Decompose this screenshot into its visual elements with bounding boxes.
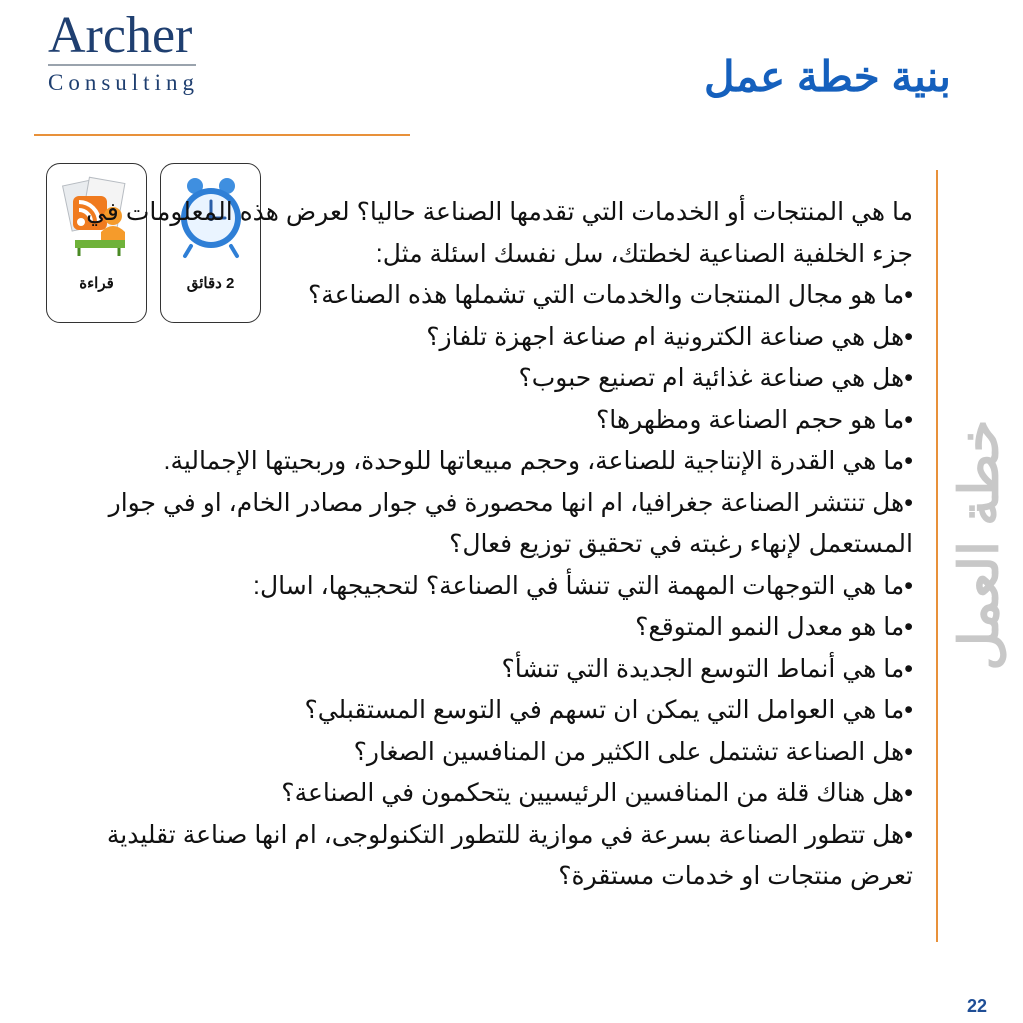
question-item: [53, 732, 913, 774]
bullet-marker: •: [904, 322, 913, 351]
question-text: هل هناك قلة من المنافسين الرئيسيين يتحكمون في الصناعة؟: [281, 779, 905, 807]
body-text: [53, 192, 913, 898]
slide-title: بنية خطة عمل: [704, 53, 951, 100]
bullet-marker: •: [904, 281, 913, 309]
bullet-marker: •: [904, 571, 913, 600]
side-title-container: [944, 420, 1014, 670]
question-item: [53, 358, 913, 400]
bullet-marker: •: [904, 488, 913, 517]
page-number: 22: [966, 996, 987, 1016]
question-text: ما هي أنماط التوسع الجديدة التي تنشأ؟: [501, 654, 905, 683]
reading-label: قراءة: [79, 275, 114, 292]
question-text: ما هي القدرة الإنتاجية للصناعة، وحجم مبيعاتها للوحدة، وربحيتها الإجمالية.: [163, 447, 905, 475]
question-item: [53, 649, 913, 691]
question-item: [53, 275, 913, 317]
bullet-marker: •: [904, 820, 913, 849]
logo-wordmark: Archer: [48, 7, 193, 64]
question-item: [53, 566, 913, 608]
logo-divider: [48, 64, 196, 66]
bullet-marker: •: [904, 737, 913, 766]
question-item: [53, 317, 913, 359]
question-text: هل هي صناعة غذائية ام تصنيع حبوب؟: [518, 364, 905, 392]
question-text: ما هو مجال المنتجات والخدمات التي تشملها هذه الصناعة؟: [307, 281, 905, 309]
logo-subtitle: Consulting: [48, 70, 199, 95]
question-text: ما هي التوجهات المهمة التي تنشأ في الصناعة؟ لتحجيجها، اسال:: [253, 571, 905, 600]
question-text: هل تنتشر الصناعة جغرافيا، ام انها محصورة في جوار مصادر الخام، او في جوار المستعمل لإنهاء رغبته في تحقيق توزيع فعال؟: [108, 488, 913, 558]
side-title: خطة العمل: [949, 419, 1010, 671]
question-item: [53, 773, 913, 815]
bullet-marker: •: [904, 447, 913, 475]
question-item: [53, 441, 913, 483]
time-label: 2 دقائق: [186, 275, 235, 292]
question-text: ما هي العوامل التي يمكن ان تسهم في التوسع المستقبلي؟: [304, 696, 905, 724]
bullet-marker: •: [904, 696, 913, 724]
bullet-marker: •: [904, 613, 913, 641]
question-list: [53, 275, 913, 898]
header-divider: [34, 134, 410, 136]
intro-paragraph: ما هي المنتجات أو الخدمات التي تقدمها الصناعة حاليا؟ لعرض هذه المعلومات في جزء الخلفية الصناعية لخطتك، سل نفسك اسئلة مثل:: [86, 198, 913, 268]
bullet-marker: •: [904, 654, 913, 683]
company-logo: [48, 8, 200, 96]
bullet-marker: •: [904, 364, 913, 392]
question-item: [53, 607, 913, 649]
question-text: ما هو حجم الصناعة ومظهرها؟: [596, 405, 905, 434]
bullet-marker: •: [904, 405, 913, 434]
question-item: [53, 690, 913, 732]
question-text: هل تتطور الصناعة بسرعة في موازية للتطور التكنولوجى، ام انها صناعة تقليدية تعرض منتجات او خدمات مستقرة؟: [106, 820, 913, 890]
question-item: [53, 483, 913, 566]
question-item: [53, 400, 913, 442]
question-text: هل هي صناعة الكترونية ام صناعة اجهزة تلفاز؟: [426, 322, 905, 351]
question-text: هل الصناعة تشتمل على الكثير من المنافسين الصغار؟: [353, 737, 905, 766]
bullet-marker: •: [904, 779, 913, 807]
question-item: [53, 815, 913, 898]
question-text: ما هو معدل النمو المتوقع؟: [635, 613, 905, 641]
vertical-divider: [936, 170, 938, 942]
